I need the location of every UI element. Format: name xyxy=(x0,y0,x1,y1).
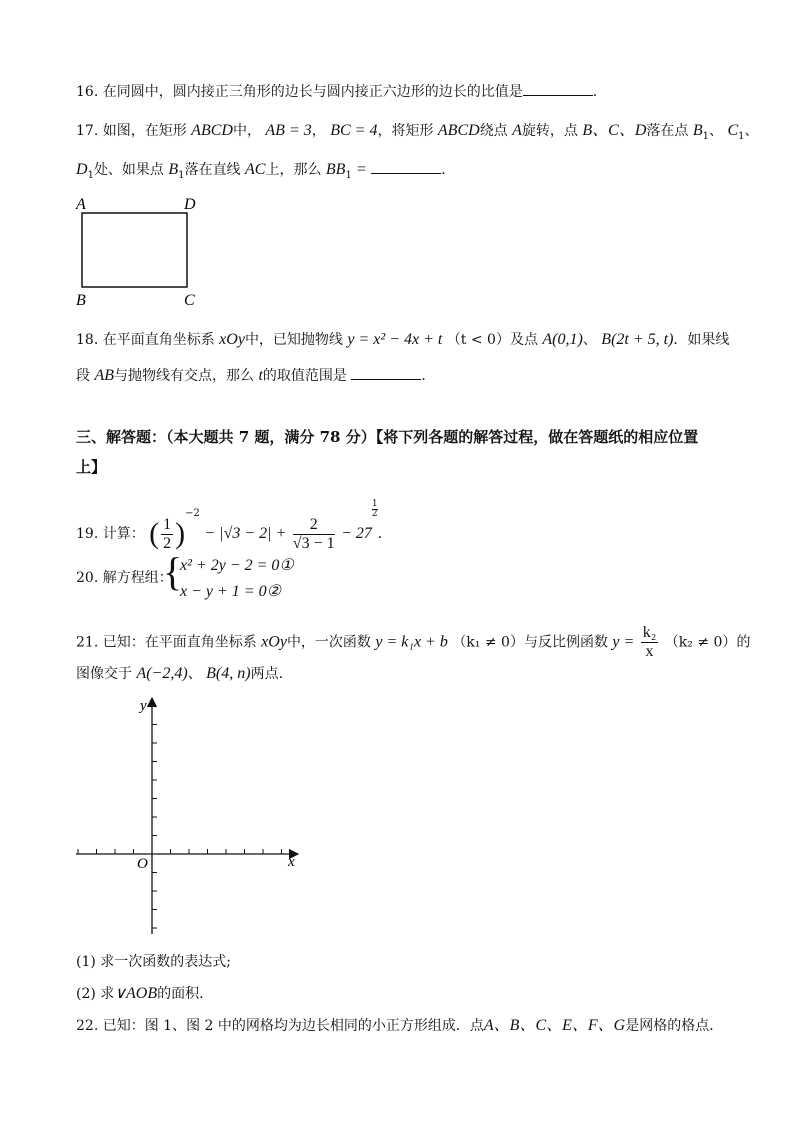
q18-line2a: 段 xyxy=(76,368,90,384)
q17-end: . xyxy=(441,162,446,178)
q18-eq: y = x² − 4x + t xyxy=(347,331,443,348)
coordinate-axes xyxy=(66,692,306,942)
q19-half-den: 2 xyxy=(163,534,172,552)
q19-half-num: 1 xyxy=(163,515,172,533)
q18-t: t xyxy=(258,367,263,384)
q21-c2: （k₂ ≠ 0） xyxy=(664,634,737,651)
q17-bb1: BB xyxy=(325,161,346,178)
label-d: D xyxy=(184,196,196,213)
q18-xoy: xOy xyxy=(219,331,245,348)
q21-sub2tri: ∨AOB xyxy=(114,985,158,1002)
q17-p3: ，将矩形 xyxy=(377,123,434,139)
q20-eq1-text: x² + 2y − 2 = 0① xyxy=(180,557,294,574)
q18-ptb: B(2t + 5, t) xyxy=(601,331,674,348)
q21-line2a: 图像交于 xyxy=(76,666,132,682)
y-axis-label: y xyxy=(140,698,147,714)
q19-rparen: ) xyxy=(175,517,186,550)
q21-lin: y = k₁x + b xyxy=(375,633,448,651)
q17-line2 xyxy=(76,160,446,186)
q17-abcd: ABCD xyxy=(191,122,233,139)
q21-k2: k₂ xyxy=(642,624,657,641)
q17-p5: 旋转，点 xyxy=(521,123,578,139)
q22-line xyxy=(76,1016,714,1036)
q17-ab: AB = 3 xyxy=(265,122,312,139)
q19-exp: −2 xyxy=(185,508,200,519)
q21-p1: 21. 已知：在平面直角坐标系 xyxy=(76,634,257,651)
q17-eq: = xyxy=(351,161,367,178)
q17-p4: 绕点 xyxy=(479,123,508,139)
q17-b1: B xyxy=(692,122,703,139)
q21-line1 xyxy=(76,624,750,661)
q18-end: . xyxy=(421,368,426,384)
q21-sub2a: (2) 求 xyxy=(76,986,115,1002)
q19-lparen: ( xyxy=(149,517,160,550)
q17-sub: 1 xyxy=(702,130,709,142)
q17-a: A xyxy=(512,122,522,139)
q17-sub: 1 xyxy=(345,169,352,181)
q16-text: 16. 在同圆中，圆内接正三角形的边长与圆内接正六边形的边长的比值是 xyxy=(76,84,523,100)
q19-tail: − 27 xyxy=(341,525,372,542)
q19-end: . xyxy=(377,526,383,542)
q21-c1: （k₁ ≠ 0） xyxy=(452,634,524,651)
q19-tail-exp-den: 2 xyxy=(371,509,378,519)
q21-pta: A(−2,4) xyxy=(136,665,188,682)
q17-sub: 1 xyxy=(738,130,745,142)
q17-sub: 1 xyxy=(87,169,94,181)
q16-line xyxy=(76,82,597,102)
label-b: B xyxy=(76,292,86,309)
q17-ac: AC xyxy=(245,161,266,178)
q17-p2: 中， xyxy=(232,123,261,139)
q21-sub2b: 的面积. xyxy=(157,986,204,1002)
rectangle-figure xyxy=(70,192,210,310)
q16-blank xyxy=(523,83,593,96)
q18-cond: （t < 0） xyxy=(446,332,510,348)
q17-p9: 上，那么 xyxy=(265,162,322,178)
q18-line2 xyxy=(76,366,426,386)
q22-pts: A、B、C、E、F、G xyxy=(483,1017,626,1034)
q21-p2: 中，一次函数 xyxy=(286,634,371,651)
q20-eq2 xyxy=(180,582,281,602)
q21-sub1: (1) 求一次函数的表达式; xyxy=(76,954,231,970)
q21-line2 xyxy=(76,664,283,684)
q21-line2b: 两点. xyxy=(250,666,284,682)
q18-line1 xyxy=(76,330,729,350)
q18-pta: A(0,1) xyxy=(542,331,583,348)
rectangle-abcd xyxy=(82,213,187,287)
q17-p1: 17. 如图，在矩形 xyxy=(76,123,187,139)
q17-blank xyxy=(371,161,441,174)
q17-d1: D xyxy=(76,161,88,178)
q20-eq1 xyxy=(180,556,294,576)
q19-frac-num: 2 xyxy=(293,516,335,535)
q21-p4: 的 xyxy=(736,634,751,651)
q18-sep: 、 xyxy=(582,332,597,348)
q17-abcd-2: ABCD xyxy=(437,122,480,139)
q21-sub2 xyxy=(76,984,204,1004)
q20-eq2-text: x − y + 1 = 0② xyxy=(180,583,281,600)
q22-text: 22. 已知：图 1、图 2 中的网格均为边长相同的小正方形组成．点 xyxy=(76,1018,484,1034)
q19-abs: − |√3 − 2| + xyxy=(204,525,287,542)
q20-label: 20. 解方程组： xyxy=(76,570,173,586)
label-c: C xyxy=(184,292,195,309)
y-ticks xyxy=(152,725,157,929)
q19-half xyxy=(161,516,173,553)
q17-sub: 1 xyxy=(178,169,185,181)
q18-ab: AB xyxy=(94,367,114,384)
q18-p2: 中，已知抛物线 xyxy=(244,332,343,348)
q19-tail-exp xyxy=(372,500,378,519)
q21-yeq: y = xyxy=(612,633,635,651)
q17-bcd: B、C、D xyxy=(582,122,647,139)
section3-heading-1: 三、解答题：（本大题共 7 题，满分 78 分）【将下列各题的解答过程，做在答题纸的相应位置 xyxy=(76,428,699,446)
q20-brace: { xyxy=(163,549,183,594)
q21-sep: 、 xyxy=(187,666,202,682)
q17-comma: ， xyxy=(311,123,326,139)
q17-p6: 落在点 xyxy=(646,123,689,139)
q22-end: 是网格的格点. xyxy=(625,1018,714,1034)
q17-b1-2: B xyxy=(168,161,179,178)
q19-tail-exp-num: 1 xyxy=(371,499,378,509)
q17-sep2: 、 xyxy=(744,123,759,139)
q19-label: 19. 计算： xyxy=(76,526,145,542)
q17-p8: 落在直线 xyxy=(184,162,241,178)
q21-p3: 与反比例函数 xyxy=(523,634,608,651)
q21-x: x xyxy=(645,643,654,660)
q19-line xyxy=(76,494,382,554)
x-axis-label: x xyxy=(288,854,295,870)
q17-sep1: 、 xyxy=(709,123,723,139)
q21-frac xyxy=(641,624,659,661)
label-a: A xyxy=(76,196,86,213)
q18-p1: 18. 在平面直角坐标系 xyxy=(76,332,215,348)
q18-blank xyxy=(351,367,421,380)
q18-line2b: 与抛物线有交点，那么 xyxy=(114,368,254,384)
q18-p4: ．如果线 xyxy=(673,332,730,348)
x-ticks xyxy=(78,849,282,854)
q19-frac-den: √3 − 1 xyxy=(292,534,335,552)
q17-bc: BC = 4 xyxy=(330,122,378,139)
q19-frac xyxy=(293,516,335,553)
q18-p3: 及点 xyxy=(509,332,538,348)
q21-xoy: xOy xyxy=(261,633,287,651)
origin-label: O xyxy=(137,856,148,872)
section3-heading-2: 上】 xyxy=(76,458,107,476)
q16-end: . xyxy=(592,84,598,100)
q17-c1: C xyxy=(727,122,739,139)
q17-line1 xyxy=(76,121,759,147)
q21-ptb: B(4, n) xyxy=(206,665,251,682)
q18-line2c: 的取值范围是 xyxy=(262,368,347,384)
q17-p7: 处、如果点 xyxy=(93,162,164,178)
